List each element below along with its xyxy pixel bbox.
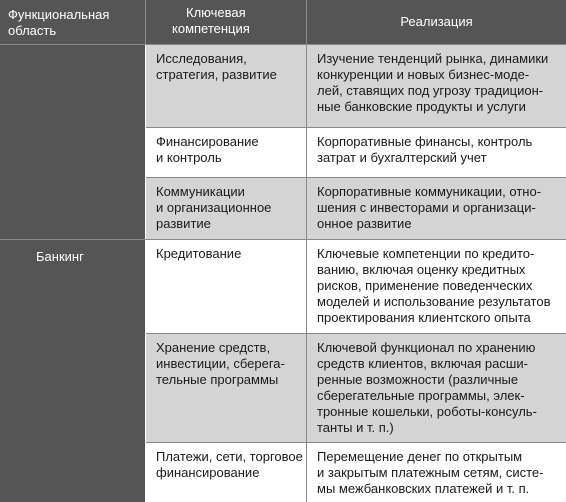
cell-line: инвестиции, сберега- (156, 356, 285, 371)
implementation-cell (307, 334, 566, 442)
column-separator (306, 443, 307, 502)
header-implementation-text: Реализация (400, 14, 473, 29)
cell-line: Ключевой функционал по хранению (317, 340, 536, 355)
cell-line: конкуренции и новых бизнес-моде- (317, 67, 530, 82)
area-label: Банкинг (36, 249, 84, 264)
competence-cell (146, 443, 306, 502)
cell-line: и контроль (156, 150, 222, 165)
cell-line: Платежи, сети, торговое (156, 449, 303, 464)
column-separator (306, 178, 307, 239)
cell-line: развитие (156, 216, 211, 231)
column-separator (306, 128, 307, 177)
competence-cell (146, 334, 306, 442)
cell-line: стратегия, развитие (156, 67, 277, 82)
cell-line: танты и т. п.) (317, 420, 394, 435)
cell-line: ванию, включая оценку кредитных (317, 262, 526, 277)
header-competence (146, 0, 306, 44)
cell-line: онное развитие (317, 216, 412, 231)
cell-line: Кредитование (156, 246, 242, 261)
cell-line: ренные возможности (различные (317, 372, 519, 387)
header-area (0, 0, 145, 44)
cell-line: Исследования, (156, 51, 247, 66)
implementation-cell (307, 240, 566, 333)
implementation-cell (307, 443, 566, 502)
competence-cell (146, 240, 306, 333)
column-separator (306, 334, 307, 442)
cell-line: лей, ставящих под угрозу традицион- (317, 83, 544, 98)
cell-line: и организационное (156, 200, 272, 215)
cell-line: тронные кошельки, роботы-консуль- (317, 404, 537, 419)
cell-line: финансирование (156, 465, 260, 480)
implementation-cell (307, 128, 566, 177)
cell-line: Финансирование (156, 134, 259, 149)
header-competence-line: Ключевая (186, 5, 246, 20)
implementation-cell (307, 45, 566, 127)
column-separator (306, 45, 307, 127)
cell-line: и закрытым платежным сетям, систе- (317, 465, 544, 480)
cell-line: моделей и использование результатов (317, 294, 551, 309)
cell-line: Хранение средств, (156, 340, 271, 355)
column-separator (306, 240, 307, 333)
cell-line: тельные программы (156, 372, 279, 387)
cell-line: Коммуникации (156, 184, 245, 199)
cell-line: проектирования клиентского опыта (317, 310, 531, 325)
cell-line: сберегательные программы, элек- (317, 388, 525, 403)
competence-cell (146, 128, 306, 177)
cell-line: Корпоративные коммуникации, отно- (317, 184, 542, 199)
cell-line: средств клиентов, включая расши- (317, 356, 528, 371)
cell-line: мы межбанковских платежей и т. п. (317, 481, 530, 496)
implementation-cell (307, 178, 566, 239)
header-area-line: область (8, 23, 57, 38)
competence-cell (146, 45, 306, 127)
cell-line: Изучение тенденций рынка, динамики (317, 51, 549, 66)
cell-line: Перемещение денег по открытым (317, 449, 523, 464)
cell-line: затрат и бухгалтерский учет (317, 150, 487, 165)
competence-cell (146, 178, 306, 239)
header-area-line: Функциональная (8, 7, 110, 22)
header-competence-line: компетенция (172, 21, 250, 36)
header-implementation (307, 0, 566, 44)
cell-line: шения с инвесторами и организаци- (317, 200, 536, 215)
cell-line: ные банковские продукты и услуги (317, 99, 526, 114)
cell-line: рисков, применение поведенческих (317, 278, 533, 293)
cell-line: Ключевые компетенции по кредито- (317, 246, 535, 261)
cell-line: Корпоративные финансы, контроль (317, 134, 533, 149)
